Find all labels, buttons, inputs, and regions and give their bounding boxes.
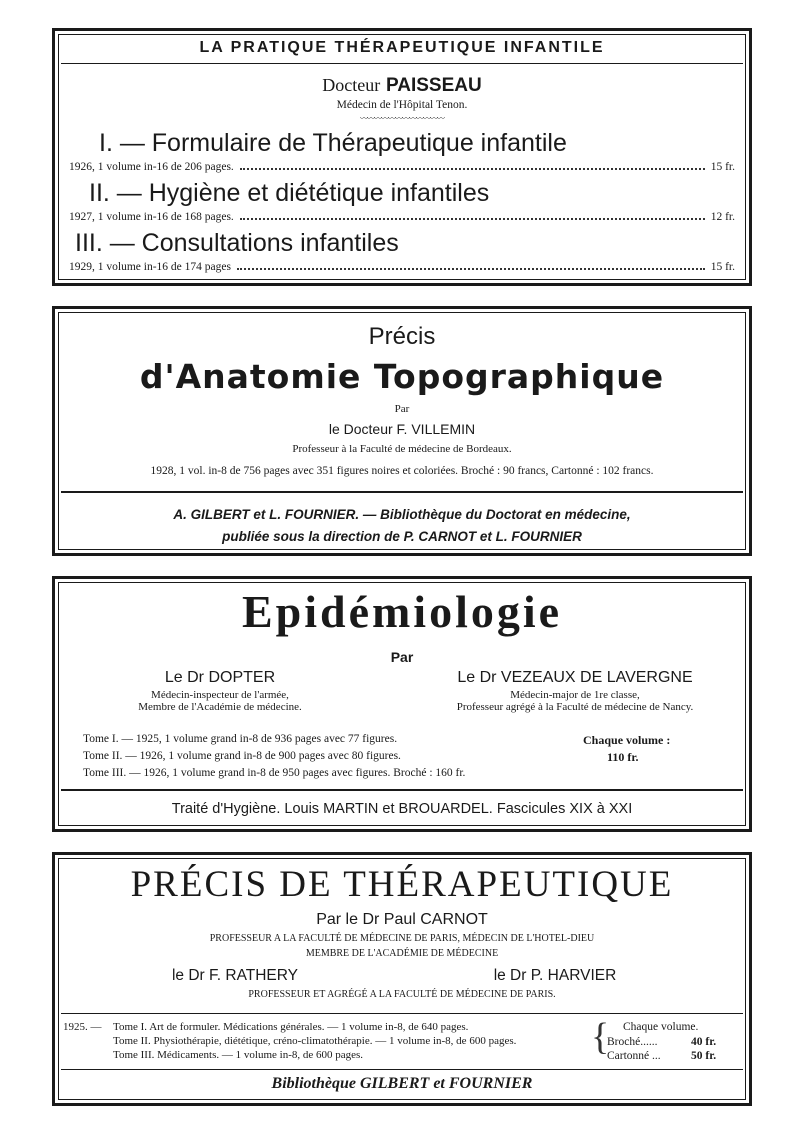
divider bbox=[61, 1013, 743, 1014]
anatomie-advert bbox=[52, 306, 752, 556]
price-label: Chaque volume. bbox=[623, 1021, 699, 1033]
volume-2-details: 1927, 1 volume in-16 de 168 pages. 12 fr. bbox=[69, 211, 735, 223]
tome-2: Tome II. Physiothérapie, diététique, créno-climatothérapie. — 1 volume in-8, de 600 pages. bbox=[113, 1035, 517, 1047]
precis-label: Précis bbox=[368, 323, 436, 350]
main-author: Par le Dr Paul CARNOT bbox=[316, 911, 488, 928]
author-name: PAISSEAU bbox=[385, 75, 482, 96]
author-title: Médecin de l'Hôpital Tenon. bbox=[336, 99, 468, 111]
book-title: d'Anatomie Topographique bbox=[139, 357, 665, 396]
tome-3: Tome III. — 1926, 1 volume grand in-8 de 950 pages avec figures. Broché : 160 fr. bbox=[83, 767, 466, 779]
author-title: Professeur à la Faculté de médecine de Bordeaux. bbox=[292, 443, 512, 455]
price: 110 fr. bbox=[607, 750, 639, 764]
year: 1925. — bbox=[63, 1021, 102, 1033]
ornament: 〰〰〰〰〰〰〰〰〰〰〰〰 bbox=[360, 114, 444, 123]
price-bracket: { bbox=[591, 1016, 610, 1058]
price-cartonne-label: Cartonné ... bbox=[607, 1050, 661, 1062]
volume-3-details: 1929, 1 volume in-16 de 174 pages 15 fr. bbox=[69, 261, 735, 273]
footer-collection: Traité d'Hygiène. Louis MARTIN et BROUARDEL. Fascicules XIX à XXI bbox=[171, 801, 633, 817]
volume-3-title: III. — Consultations infantiles bbox=[75, 229, 399, 257]
paisseau-advert bbox=[52, 28, 752, 286]
book-title: Epidémiologie bbox=[241, 586, 563, 637]
author-1-title-1: Médecin-inspecteur de l'armée, bbox=[151, 689, 289, 701]
series-title: LA PRATIQUE THÉRAPEUTIQUE INFANTILE bbox=[199, 39, 605, 56]
volume-2-title: II. — Hygiène et diététique infantiles bbox=[89, 179, 490, 207]
author-line bbox=[55, 75, 749, 97]
therapeutique-advert bbox=[52, 852, 752, 1106]
author-1 bbox=[95, 669, 345, 713]
tome-1: Tome I. Art de formuler. Médications générales. — 1 volume in-8, de 640 pages. bbox=[113, 1021, 469, 1033]
author: le Docteur F. VILLEMIN bbox=[328, 421, 476, 437]
author-2-name: Le Dr VEZEAUX DE LAVERGNE bbox=[457, 669, 693, 686]
coauthor-2: le Dr P. HARVIER bbox=[493, 967, 617, 984]
collection-line-2: publiée sous la direction de P. CARNOT et L. FOURNIER bbox=[222, 529, 582, 544]
epidemiologie-advert bbox=[52, 576, 752, 832]
coauthors-title: PROFESSEUR ET AGRÉGÉ A LA FACULTÉ DE MÉDECINE DE PARIS. bbox=[248, 989, 556, 1000]
price-cartonne-value: 50 fr. bbox=[691, 1050, 717, 1062]
coauthor-1: le Dr F. RATHERY bbox=[171, 967, 299, 984]
volume-1-details: 1926, 1 volume in-16 de 206 pages. 15 fr. bbox=[69, 161, 735, 173]
book-title: PRÉCIS DE THÉRAPEUTIQUE bbox=[130, 864, 674, 905]
par-label: Par bbox=[394, 403, 410, 415]
tome-3: Tome III. Médicaments. — 1 volume in-8, de 600 pages. bbox=[113, 1049, 364, 1061]
price-broche-label: Broché...... bbox=[607, 1036, 658, 1048]
tome-2: Tome II. — 1926, 1 volume grand in-8 de 900 pages avec 80 figures. bbox=[83, 750, 401, 762]
author-2 bbox=[415, 669, 735, 713]
price-label: Chaque volume : bbox=[583, 733, 671, 747]
footer-collection: Bibliothèque GILBERT et FOURNIER bbox=[271, 1075, 533, 1092]
volume-1-title: I. — Formulaire de Thérapeutique infantile bbox=[99, 129, 567, 157]
divider-bottom bbox=[61, 1069, 743, 1070]
author-1-name: Le Dr DOPTER bbox=[164, 669, 276, 686]
price-broche-value: 40 fr. bbox=[691, 1036, 717, 1048]
main-author-title-2: MEMBRE DE L'ACADÉMIE DE MÉDECINE bbox=[305, 948, 499, 959]
main-author-title-1: PROFESSEUR A LA FACULTÉ DE MÉDECINE DE PARIS, MÉDECIN DE L'HOTEL-DIEU bbox=[209, 933, 595, 944]
collection-line-1: A. GILBERT et L. FOURNIER. — Bibliothèque du Doctorat en médecine, bbox=[173, 507, 631, 522]
par-label: Par bbox=[390, 649, 414, 665]
author-1-title-2: Membre de l'Académie de médecine. bbox=[138, 701, 302, 713]
author-prefix: Docteur bbox=[322, 75, 381, 95]
divider bbox=[61, 789, 743, 791]
divider bbox=[61, 491, 743, 493]
author-2-title-2: Professeur agrégé à la Faculté de médecine de Nancy. bbox=[456, 701, 694, 713]
tome-1: Tome I. — 1925, 1 volume grand in-8 de 936 pages avec 77 figures. bbox=[83, 733, 398, 745]
author-2-title-1: Médecin-major de 1re classe, bbox=[510, 689, 640, 701]
divider bbox=[61, 63, 743, 64]
book-details: 1928, 1 vol. in-8 de 756 pages avec 351 figures noires et coloriées. Broché : 90 francs, Cartonné : 102 francs. bbox=[150, 465, 654, 477]
